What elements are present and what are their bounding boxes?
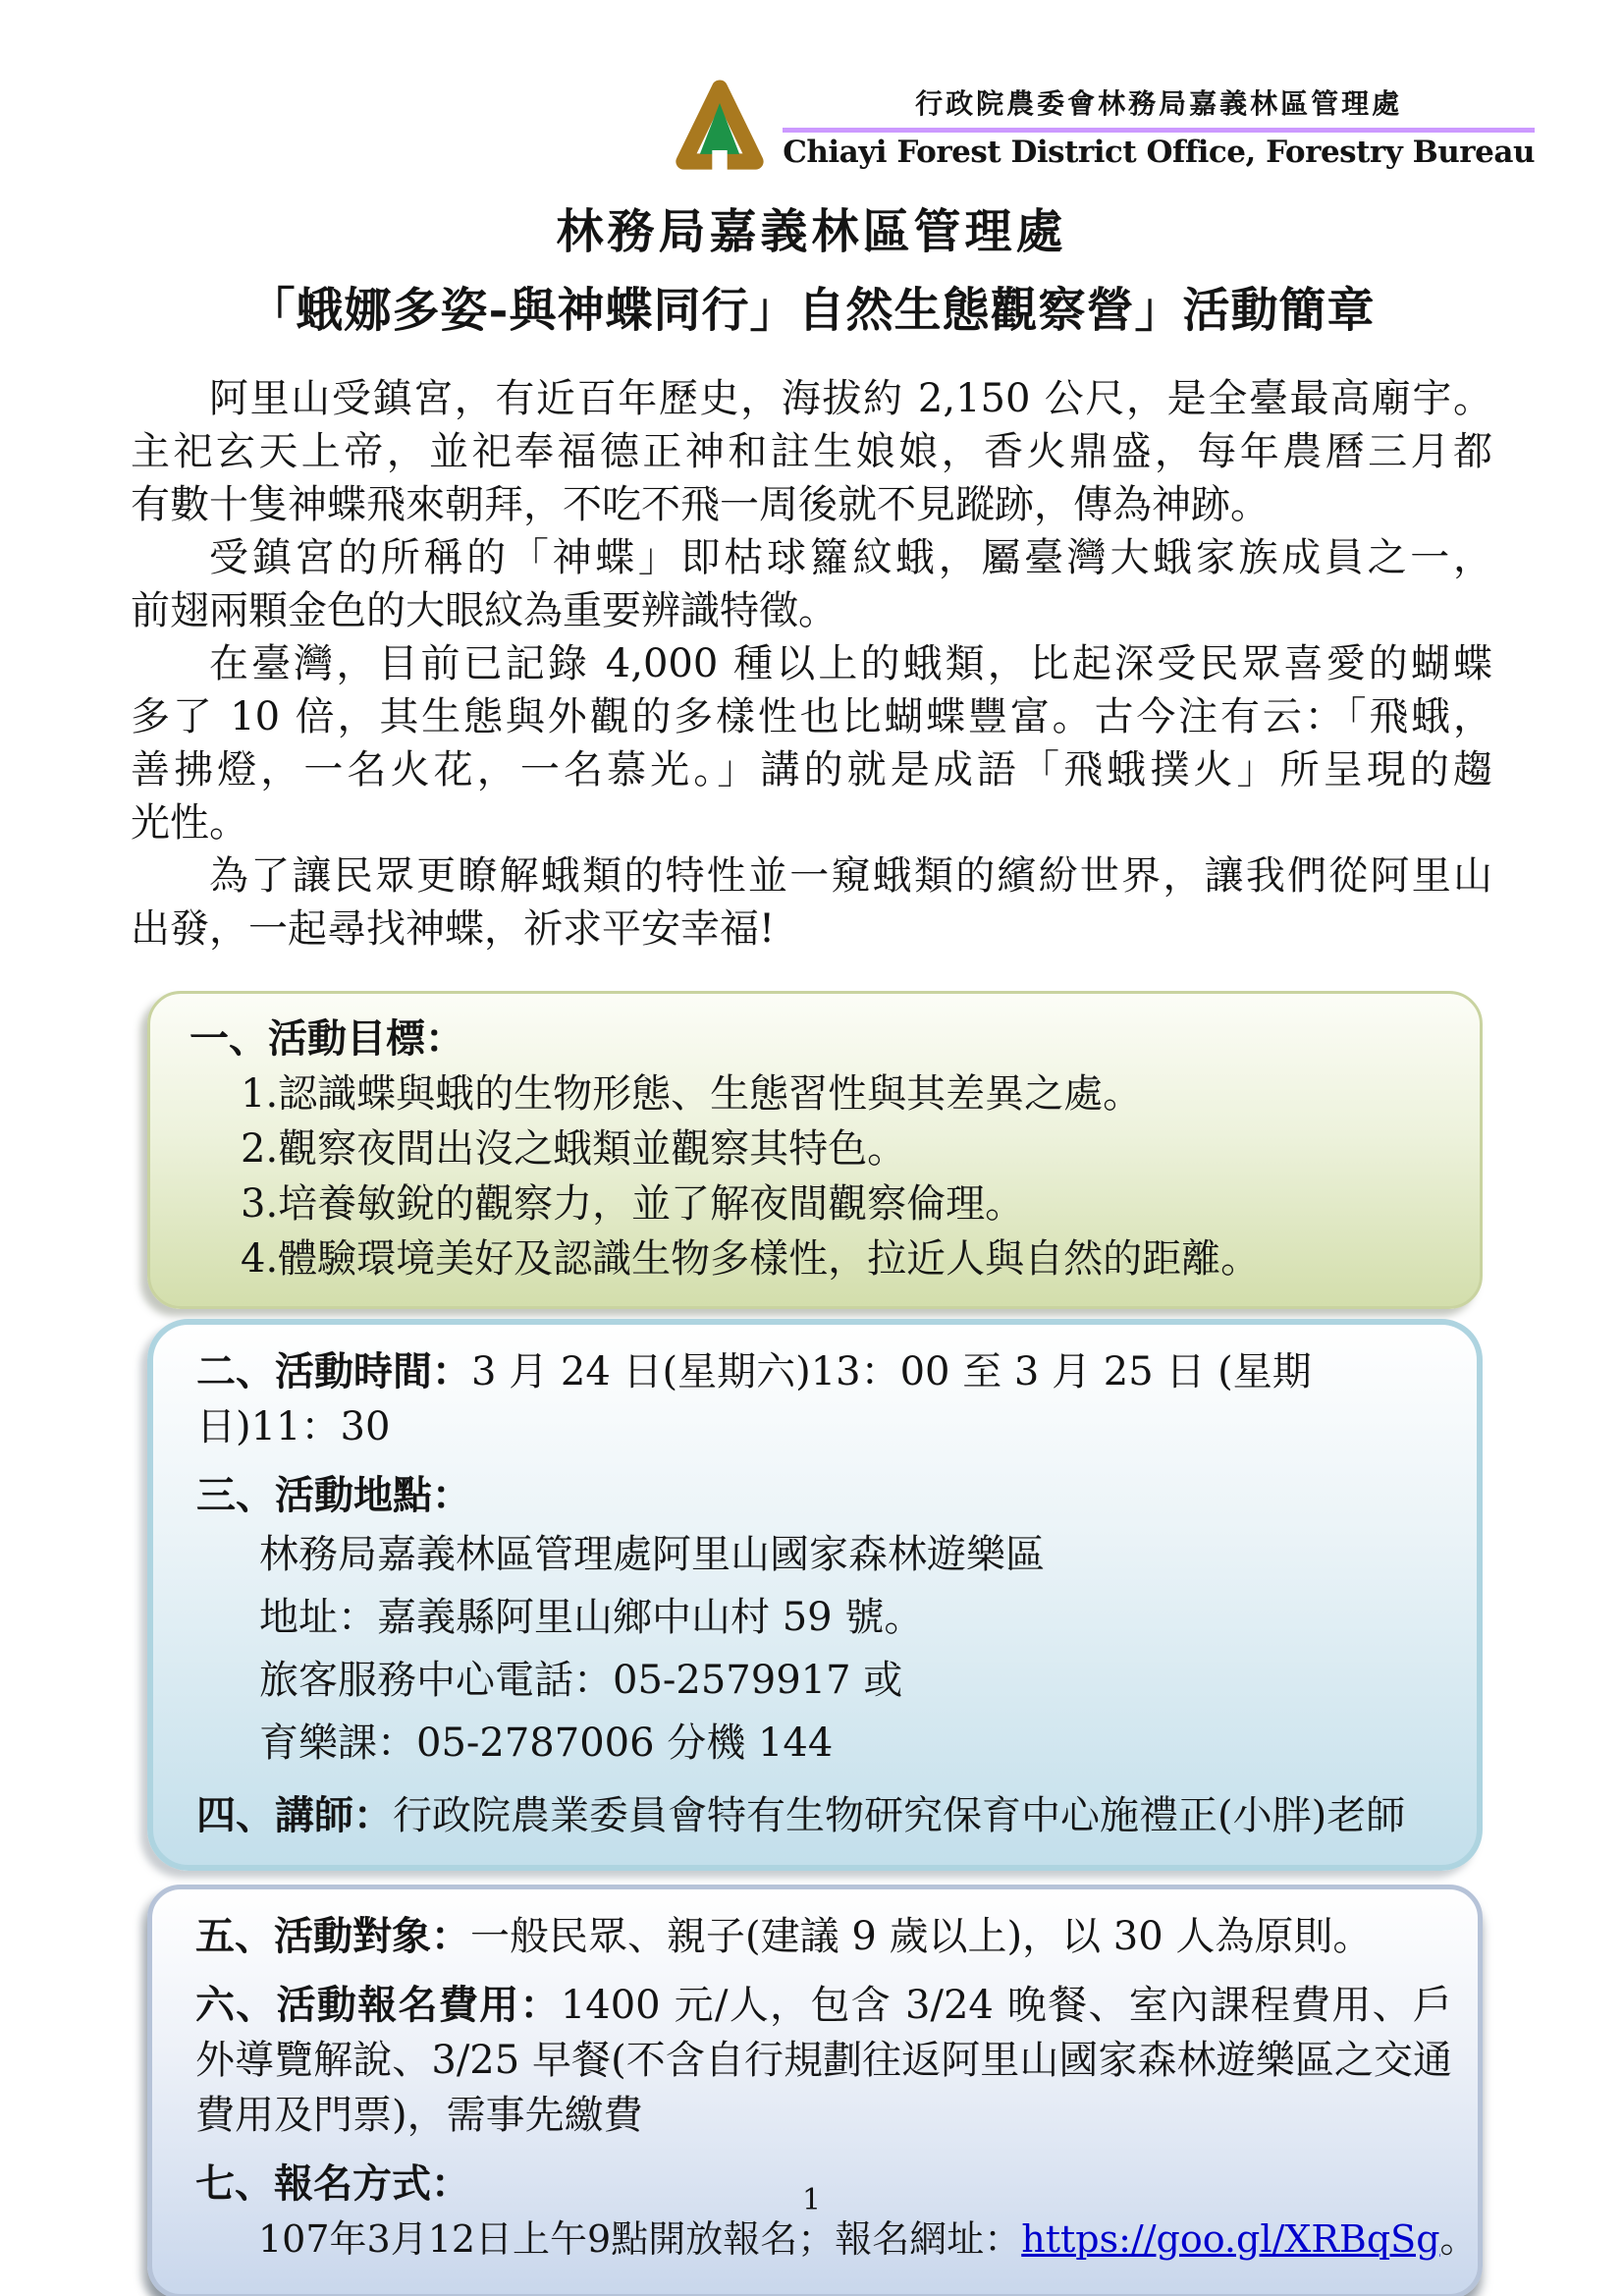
fee-value: 1400 元/人，包含 3/24 晚餐、室內課程費用、戶外導覽解說、3/25 早餐(不含自行規劃往返阿里山國家森林遊樂區之交通費用及門票)，需事先繳費: [195, 1983, 1452, 2139]
method-text-suffix: 。: [1439, 2217, 1478, 2262]
location-line: 地址：嘉義縣阿里山鄉中山村 59 號。: [259, 1595, 924, 1641]
intro-text-line: 光性。: [131, 800, 248, 847]
goals-heading: 一、活動目標：: [189, 1015, 464, 1063]
intro-text-line: 前翅兩顆金色的大眼紋為重要辨識特徵。: [131, 588, 838, 634]
location-details: [259, 1523, 1449, 1775]
header-divider: [783, 128, 1535, 133]
goal-item: 1.認識蝶與蛾的生物形態、生態習性與其差異之處。: [241, 1071, 1143, 1118]
intro-section: [131, 372, 1492, 956]
intro-text-line: 出發，一起尋找神蝶，祈求平安幸福!: [131, 906, 776, 953]
intro-paragraph: [131, 372, 1492, 531]
location-line: 育樂課：05-2787006 分機 144: [259, 1721, 834, 1767]
section-fee: [195, 1978, 1452, 2143]
signup-box: [147, 1885, 1483, 2296]
document-header: [673, 75, 1535, 179]
lecturer-label: 四、講師：: [196, 1792, 393, 1839]
intro-text-line: 在臺灣，目前已記錄 4,000 種以上的蛾類，比起深受民眾喜愛的蝴蝶: [209, 641, 1492, 687]
forestry-bureau-logo: [673, 75, 767, 179]
goal-item: 4.體驗環境美好及認識生物多樣性，拉近人與自然的距離。: [241, 1236, 1261, 1283]
page-number: 1: [801, 2183, 822, 2217]
intro-text-line: 有數十隻神蝶飛來朝拜，不吃不飛一周後就不見蹤跡，傳為神跡。: [131, 482, 1270, 528]
intro-text-line: 阿里山受鎮宮，有近百年歷史，海拔約 2,150 公尺，是全臺最高廟宇。: [209, 376, 1492, 422]
time-value: 3 月 24 日(星期六)13：00 至 3 月 25 日 (星期日)11：30: [196, 1349, 1312, 1450]
intro-text-line: 多了 10 倍，其生態與外觀的多樣性也比蝴蝶豐富。古今注有云：「飛蛾，: [131, 694, 1492, 740]
signup-link[interactable]: https://goo.gl/XRBqSg: [1021, 2217, 1440, 2262]
section-method-content: [258, 2212, 1478, 2267]
doc-title-line1: 林務局嘉義林區管理處: [556, 204, 1067, 259]
audience-value: 一般民眾、親子(建議 9 歲以上)，以 30 人為原則。: [470, 1914, 1373, 1960]
doc-title-line2: 「蛾娜多姿-與神蝶同行」自然生態觀察營」活動簡章: [247, 282, 1376, 338]
section-lecturer: [196, 1788, 1449, 1843]
fee-label: 六、活動報名費用：: [195, 1982, 561, 2029]
method-text: 107年3月12日上午9點開放報名；報名網址：: [258, 2217, 1022, 2262]
goal-item: 3.培養敏銳的觀察力，並了解夜間觀察倫理。: [241, 1181, 1025, 1228]
info-box: [147, 1319, 1483, 1871]
intro-paragraph: [131, 849, 1492, 956]
intro-paragraph: [131, 637, 1492, 849]
location-line: 旅客服務中心電話：05-2579917 或: [259, 1658, 903, 1704]
location-line: 林務局嘉義林區管理處阿里山國家森林遊樂區: [259, 1532, 1045, 1578]
intro-text-line: 主祀玄天上帝，並祀奉福德正神和註生娘娘，香火鼎盛，每年農曆三月都: [131, 429, 1492, 475]
lecturer-value: 行政院農業委員會特有生物研究保育中心施禮正(小胖)老師: [393, 1793, 1406, 1839]
intro-text-line: 受鎮宮的所稱的「神蝶」即枯球籮紋蛾，屬臺灣大蛾家族成員之一，: [209, 535, 1492, 581]
intro-paragraph: [131, 531, 1492, 637]
intro-text-line: 為了讓民眾更瞭解蛾類的特性並一窺蛾類的繽紛世界，讓我們從阿里山: [209, 853, 1492, 900]
intro-text-line: 善拂燈，一名火花，一名慕光。」講的就是成語「飛蛾撲火」所呈現的趨: [131, 747, 1492, 793]
time-label: 二、活動時間：: [196, 1348, 471, 1395]
section-location-heading: 三、活動地點：: [196, 1472, 471, 1519]
section-method-heading: 七、報名方式：: [195, 2160, 470, 2208]
header-text: [783, 75, 1535, 170]
goal-item: 2.觀察夜間出沒之蛾類並觀察其特色。: [241, 1126, 907, 1173]
goals-list: [241, 1066, 1450, 1286]
org-name-en: Chiayi Forest District Office, Forestry Bureau: [783, 135, 1535, 170]
section-audience: [195, 1909, 1452, 1964]
goals-box: [147, 991, 1483, 1309]
section-time: [196, 1344, 1449, 1454]
audience-label: 五、活動對象：: [195, 1913, 470, 1960]
org-name-zh: 行政院農委會林務局嘉義林區管理處: [915, 87, 1403, 120]
